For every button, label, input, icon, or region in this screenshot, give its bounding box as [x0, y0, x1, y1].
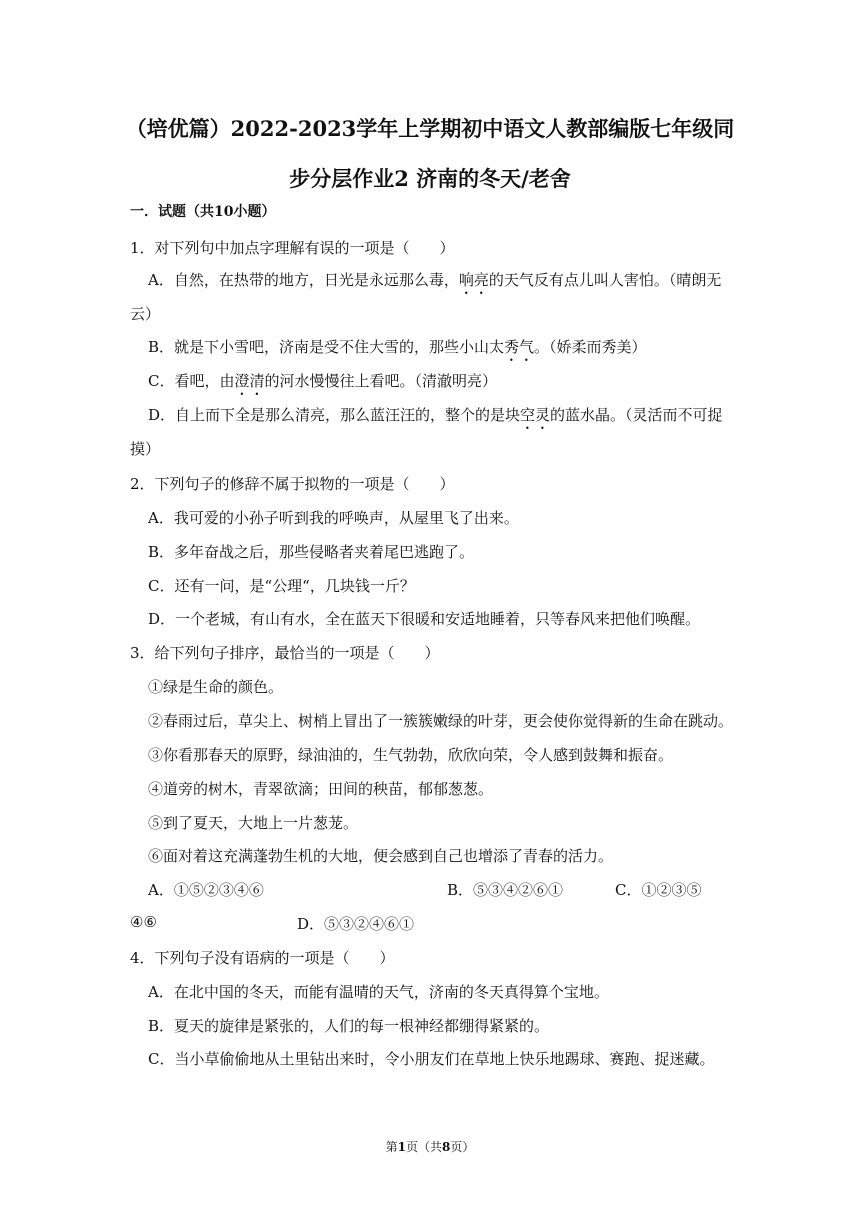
page-total: 8	[442, 1140, 451, 1154]
emphasized-word: 空灵	[520, 406, 551, 424]
title-line-2: 步分层作业2 济南的冬天/老舍	[289, 166, 571, 191]
question-3-option-b: B．⑤③④②⑥①	[447, 881, 564, 899]
question-2-option-a: A．我可爱的小孙子听到我的呼唤声，从屋里飞了出来。	[148, 509, 519, 527]
emphasized-word: 澄清	[234, 372, 265, 390]
question-3-sentence-4: ④道旁的树木，青翠欲滴；田间的秧苗，郁郁葱葱。	[148, 780, 494, 798]
question-3-sentence-3: ③你看那春天的原野，绿油油的，生气勃勃，欣欣向荣，令人感到鼓舞和振奋。	[148, 746, 674, 764]
document-title	[60, 104, 800, 204]
question-4-option-b: B．夏天的旋律是紧张的，人们的每一根神经都绷得紧紧的。	[148, 1017, 550, 1035]
question-2-stem: 2．下列句子的修辞不属于拟物的一项是（ ）	[130, 475, 455, 493]
question-3-stem: 3．给下列句子排序，最恰当的一项是（ ）	[130, 644, 440, 662]
question-4-stem: 4．下列句子没有语病的一项是（ ）	[130, 949, 395, 967]
emphasized-word: 响亮	[458, 271, 489, 289]
question-1-option-d: D．自上而下全是那么清亮，那么蓝汪汪的，整个的是块空灵的蓝水晶。（灵活而不可捉	[148, 406, 723, 424]
question-1-option-d-continued: 摸）	[130, 440, 161, 458]
page-number: 1	[397, 1140, 406, 1154]
question-1-option-b: B．就是下小雪吧，济南是受不住大雪的，那些小山太秀气。（娇柔而秀美）	[148, 338, 647, 356]
question-3-option-a: A．①⑤②③④⑥	[148, 881, 264, 899]
question-1-option-a-continued: 云）	[130, 305, 161, 323]
question-3-sentence-6: ⑥面对着这充满蓬勃生机的大地，便会感到自己也增添了青春的活力。	[148, 847, 614, 865]
question-3-sentence-5: ⑤到了夏天，大地上一片葱茏。	[148, 814, 359, 832]
question-3-option-c: C．①②③⑤	[615, 881, 702, 899]
title-line-1: （培优篇）2022-2023学年上学期初中语文人教部编版七年级同	[125, 116, 735, 141]
question-2-option-b: B．多年奋战之后，那些侵略者夹着尾巴逃跑了。	[148, 543, 475, 561]
question-1-stem: 1．对下列句中加点字理解有误的一项是（ ）	[130, 239, 455, 257]
question-3-option-c-continued: ④⑥	[130, 913, 157, 931]
question-2-option-c: C．还有一问，是“公理“，几块钱一斤？	[148, 577, 415, 595]
question-2-option-d: D．一个老城，有山有水，全在蓝天下很暖和安适地睡着，只等春风来把他们唤醒。	[148, 610, 701, 628]
question-3-sentence-2: ②春雨过后，草尖上、树梢上冒出了一簇簇嫩绿的叶芽，更会使你觉得新的生命在跳动。	[148, 712, 734, 730]
question-1-option-a: A．自然，在热带的地方，日光是永远那么毒，响亮的天气反有点儿叫人害怕。（晴朗无	[148, 271, 722, 289]
question-4-option-c: C．当小草偷偷地从土里钻出来时，令小朋友们在草地上快乐地踢球、赛跑、捉迷藏。	[148, 1050, 715, 1068]
page-footer: 第1页（共8页）	[385, 1140, 475, 1154]
question-1-option-c: C．看吧，由澄清的河水慢慢往上看吧。（清澈明亮）	[148, 372, 498, 390]
emphasized-word: 秀气	[504, 338, 535, 356]
question-3-option-d: D．⑤③②④⑥①	[297, 915, 415, 933]
question-3-sentence-1: ①绿是生命的颜色。	[148, 678, 284, 696]
section-heading: 一．试题（共10小题）	[130, 204, 276, 220]
question-4-option-a: A．在北中国的冬天，而能有温晴的天气，济南的冬天真得算个宝地。	[148, 983, 609, 1001]
